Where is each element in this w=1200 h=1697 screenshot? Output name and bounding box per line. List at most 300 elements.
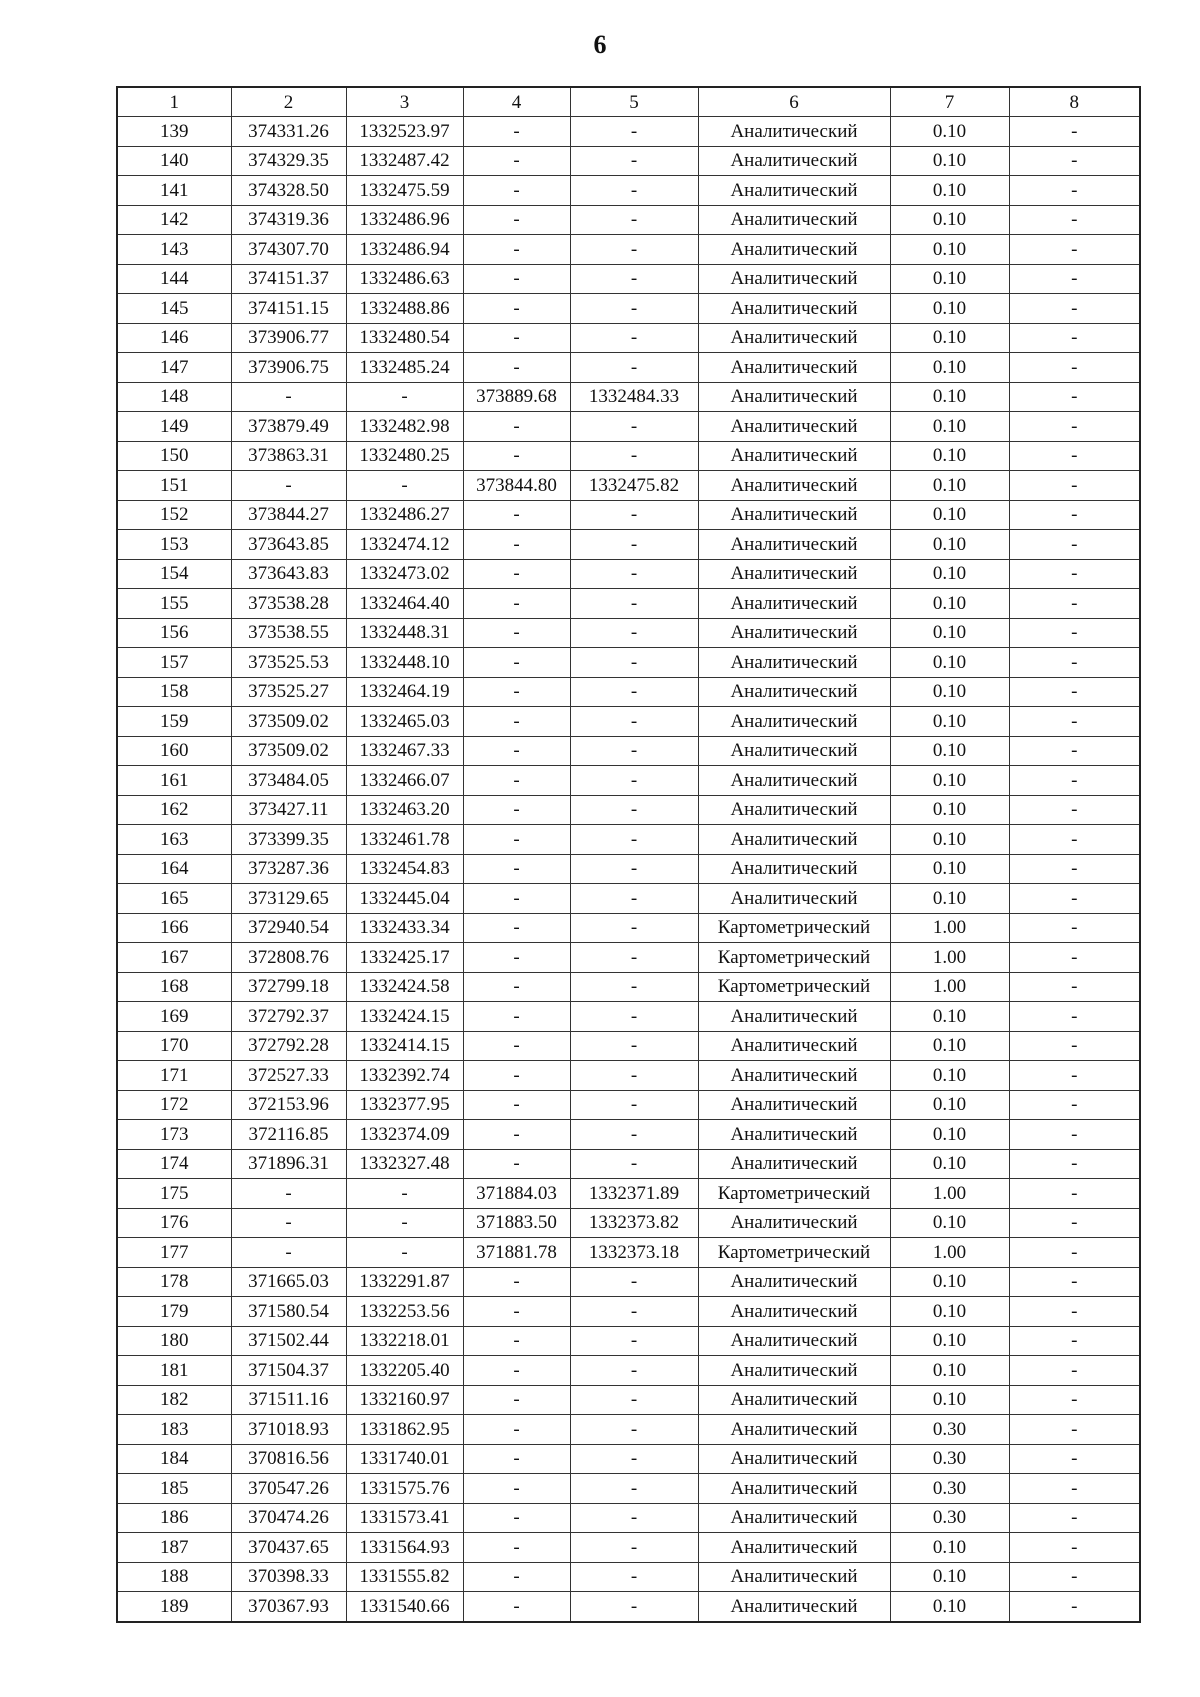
x-coordinate-cell: 373643.83 — [231, 559, 346, 589]
table-row — [117, 1533, 1140, 1563]
accuracy-cell: 0.10 — [890, 1061, 1009, 1091]
point-number-cell: 171 — [117, 1061, 231, 1091]
table-row — [117, 1238, 1140, 1268]
table-row — [117, 323, 1140, 353]
method-cell: Аналитический — [698, 1297, 890, 1327]
point-number-cell: 176 — [117, 1208, 231, 1238]
y-coordinate-alt-cell: - — [570, 176, 698, 206]
y-coordinate-alt-cell: - — [570, 559, 698, 589]
x-coordinate-alt-cell: - — [463, 1444, 570, 1474]
y-coordinate-alt-cell: - — [570, 736, 698, 766]
x-coordinate-alt-cell: - — [463, 1356, 570, 1386]
point-number-cell: 168 — [117, 972, 231, 1002]
accuracy-cell: 0.10 — [890, 1592, 1009, 1622]
point-number-cell: 161 — [117, 766, 231, 796]
method-cell: Аналитический — [698, 1267, 890, 1297]
note-cell: - — [1009, 795, 1140, 825]
method-cell: Аналитический — [698, 1149, 890, 1179]
note-cell: - — [1009, 1267, 1140, 1297]
method-cell: Аналитический — [698, 530, 890, 560]
method-cell: Аналитический — [698, 1533, 890, 1563]
method-cell: Аналитический — [698, 146, 890, 176]
note-cell: - — [1009, 884, 1140, 914]
x-coordinate-cell: 371665.03 — [231, 1267, 346, 1297]
y-coordinate-cell: 1332327.48 — [346, 1149, 463, 1179]
accuracy-cell: 0.10 — [890, 707, 1009, 737]
y-coordinate-alt-cell: - — [570, 913, 698, 943]
method-cell: Аналитический — [698, 589, 890, 619]
y-coordinate-cell: 1331862.95 — [346, 1415, 463, 1445]
x-coordinate-cell: 371018.93 — [231, 1415, 346, 1445]
y-coordinate-cell: 1332473.02 — [346, 559, 463, 589]
table-row — [117, 1031, 1140, 1061]
y-coordinate-cell: 1332291.87 — [346, 1267, 463, 1297]
accuracy-cell: 0.10 — [890, 500, 1009, 530]
note-cell: - — [1009, 1444, 1140, 1474]
point-number-cell: 139 — [117, 117, 231, 147]
x-coordinate-cell: 373129.65 — [231, 884, 346, 914]
point-number-cell: 169 — [117, 1002, 231, 1032]
accuracy-cell: 0.10 — [890, 1031, 1009, 1061]
accuracy-cell: 0.10 — [890, 382, 1009, 412]
point-number-cell: 182 — [117, 1385, 231, 1415]
method-cell: Аналитический — [698, 323, 890, 353]
method-cell: Картометрический — [698, 913, 890, 943]
x-coordinate-cell: 372940.54 — [231, 913, 346, 943]
note-cell: - — [1009, 294, 1140, 324]
y-coordinate-alt-cell: - — [570, 707, 698, 737]
method-cell: Аналитический — [698, 1326, 890, 1356]
method-cell: Аналитический — [698, 1562, 890, 1592]
note-cell: - — [1009, 500, 1140, 530]
table-row — [117, 766, 1140, 796]
note-cell: - — [1009, 1208, 1140, 1238]
x-coordinate-cell: 373844.27 — [231, 500, 346, 530]
x-coordinate-cell: 373538.55 — [231, 618, 346, 648]
x-coordinate-cell: 374307.70 — [231, 235, 346, 265]
x-coordinate-cell: 373863.31 — [231, 441, 346, 471]
x-coordinate-alt-cell: - — [463, 1149, 570, 1179]
y-coordinate-alt-cell: - — [570, 500, 698, 530]
method-cell: Аналитический — [698, 117, 890, 147]
y-coordinate-alt-cell: 1332371.89 — [570, 1179, 698, 1209]
method-cell: Аналитический — [698, 1356, 890, 1386]
x-coordinate-alt-cell: - — [463, 589, 570, 619]
y-coordinate-cell: 1332414.15 — [346, 1031, 463, 1061]
note-cell: - — [1009, 264, 1140, 294]
table-row — [117, 707, 1140, 737]
note-cell: - — [1009, 1238, 1140, 1268]
table-row — [117, 530, 1140, 560]
accuracy-cell: 0.10 — [890, 1120, 1009, 1150]
x-coordinate-alt-cell: 373844.80 — [463, 471, 570, 501]
accuracy-cell: 0.10 — [890, 353, 1009, 383]
x-coordinate-cell: - — [231, 1179, 346, 1209]
note-cell: - — [1009, 972, 1140, 1002]
column-header: 4 — [463, 87, 570, 117]
point-number-cell: 180 — [117, 1326, 231, 1356]
accuracy-cell: 0.10 — [890, 1385, 1009, 1415]
point-number-cell: 154 — [117, 559, 231, 589]
x-coordinate-alt-cell: - — [463, 235, 570, 265]
y-coordinate-alt-cell: - — [570, 412, 698, 442]
x-coordinate-alt-cell: - — [463, 1297, 570, 1327]
note-cell: - — [1009, 825, 1140, 855]
point-number-cell: 183 — [117, 1415, 231, 1445]
column-header: 7 — [890, 87, 1009, 117]
note-cell: - — [1009, 766, 1140, 796]
x-coordinate-alt-cell: - — [463, 353, 570, 383]
x-coordinate-alt-cell: - — [463, 1415, 570, 1445]
x-coordinate-alt-cell: - — [463, 825, 570, 855]
x-coordinate-alt-cell: - — [463, 854, 570, 884]
table-row — [117, 1592, 1140, 1622]
y-coordinate-alt-cell: - — [570, 854, 698, 884]
note-cell: - — [1009, 176, 1140, 206]
table-row — [117, 677, 1140, 707]
x-coordinate-alt-cell: - — [463, 618, 570, 648]
y-coordinate-alt-cell: - — [570, 766, 698, 796]
y-coordinate-alt-cell: - — [570, 1415, 698, 1445]
point-number-cell: 186 — [117, 1503, 231, 1533]
x-coordinate-alt-cell: - — [463, 1031, 570, 1061]
note-cell: - — [1009, 1356, 1140, 1386]
y-coordinate-cell: 1332218.01 — [346, 1326, 463, 1356]
point-number-cell: 173 — [117, 1120, 231, 1150]
x-coordinate-alt-cell: - — [463, 648, 570, 678]
note-cell: - — [1009, 1415, 1140, 1445]
accuracy-cell: 0.10 — [890, 1208, 1009, 1238]
table-row — [117, 1090, 1140, 1120]
table-row — [117, 943, 1140, 973]
point-number-cell: 170 — [117, 1031, 231, 1061]
x-coordinate-cell: 370367.93 — [231, 1592, 346, 1622]
y-coordinate-alt-cell: - — [570, 441, 698, 471]
note-cell: - — [1009, 1503, 1140, 1533]
y-coordinate-alt-cell: - — [570, 323, 698, 353]
accuracy-cell: 0.10 — [890, 825, 1009, 855]
y-coordinate-cell: 1331573.41 — [346, 1503, 463, 1533]
table-row — [117, 825, 1140, 855]
x-coordinate-alt-cell: 371881.78 — [463, 1238, 570, 1268]
method-cell: Аналитический — [698, 884, 890, 914]
x-coordinate-cell: 372792.28 — [231, 1031, 346, 1061]
method-cell: Аналитический — [698, 618, 890, 648]
x-coordinate-alt-cell: - — [463, 707, 570, 737]
table-row — [117, 146, 1140, 176]
x-coordinate-cell: 372153.96 — [231, 1090, 346, 1120]
point-number-cell: 144 — [117, 264, 231, 294]
note-cell: - — [1009, 1592, 1140, 1622]
x-coordinate-cell: 373906.75 — [231, 353, 346, 383]
accuracy-cell: 0.30 — [890, 1503, 1009, 1533]
y-coordinate-cell: 1332488.86 — [346, 294, 463, 324]
y-coordinate-cell: 1332480.25 — [346, 441, 463, 471]
y-coordinate-cell: 1332463.20 — [346, 795, 463, 825]
y-coordinate-alt-cell: - — [570, 1356, 698, 1386]
method-cell: Аналитический — [698, 1031, 890, 1061]
point-number-cell: 142 — [117, 205, 231, 235]
note-cell: - — [1009, 1474, 1140, 1504]
point-number-cell: 143 — [117, 235, 231, 265]
x-coordinate-alt-cell: 373889.68 — [463, 382, 570, 412]
note-cell: - — [1009, 117, 1140, 147]
x-coordinate-cell: 374151.37 — [231, 264, 346, 294]
x-coordinate-cell: - — [231, 471, 346, 501]
note-cell: - — [1009, 1002, 1140, 1032]
accuracy-cell: 0.10 — [890, 795, 1009, 825]
accuracy-cell: 0.10 — [890, 1533, 1009, 1563]
x-coordinate-alt-cell: - — [463, 1120, 570, 1150]
y-coordinate-cell: 1332392.74 — [346, 1061, 463, 1091]
method-cell: Аналитический — [698, 707, 890, 737]
table-row — [117, 884, 1140, 914]
y-coordinate-alt-cell: - — [570, 1562, 698, 1592]
note-cell: - — [1009, 913, 1140, 943]
point-number-cell: 189 — [117, 1592, 231, 1622]
x-coordinate-cell: 371502.44 — [231, 1326, 346, 1356]
table-row — [117, 176, 1140, 206]
method-cell: Аналитический — [698, 471, 890, 501]
table-row — [117, 1002, 1140, 1032]
accuracy-cell: 1.00 — [890, 1238, 1009, 1268]
point-number-cell: 185 — [117, 1474, 231, 1504]
y-coordinate-alt-cell: - — [570, 1385, 698, 1415]
method-cell: Картометрический — [698, 972, 890, 1002]
point-number-cell: 187 — [117, 1533, 231, 1563]
table-row — [117, 1267, 1140, 1297]
method-cell: Аналитический — [698, 1090, 890, 1120]
table-row — [117, 1503, 1140, 1533]
column-header: 5 — [570, 87, 698, 117]
x-coordinate-alt-cell: - — [463, 766, 570, 796]
x-coordinate-cell: 373643.85 — [231, 530, 346, 560]
column-header: 8 — [1009, 87, 1140, 117]
accuracy-cell: 0.10 — [890, 1297, 1009, 1327]
y-coordinate-alt-cell: - — [570, 1090, 698, 1120]
point-number-cell: 155 — [117, 589, 231, 619]
coordinates-table — [116, 86, 1141, 1623]
x-coordinate-alt-cell: - — [463, 146, 570, 176]
table-row — [117, 618, 1140, 648]
table-row — [117, 1120, 1140, 1150]
point-number-cell: 174 — [117, 1149, 231, 1179]
point-number-cell: 145 — [117, 294, 231, 324]
accuracy-cell: 0.10 — [890, 884, 1009, 914]
point-number-cell: 172 — [117, 1090, 231, 1120]
table-row — [117, 648, 1140, 678]
point-number-cell: 162 — [117, 795, 231, 825]
table-row — [117, 441, 1140, 471]
table-row — [117, 500, 1140, 530]
table-row — [117, 382, 1140, 412]
x-coordinate-cell: 374328.50 — [231, 176, 346, 206]
table-row — [117, 353, 1140, 383]
accuracy-cell: 1.00 — [890, 1179, 1009, 1209]
y-coordinate-alt-cell: - — [570, 1002, 698, 1032]
x-coordinate-alt-cell: - — [463, 1002, 570, 1032]
x-coordinate-alt-cell: - — [463, 1592, 570, 1622]
table-row — [117, 412, 1140, 442]
y-coordinate-alt-cell: - — [570, 1592, 698, 1622]
method-cell: Картометрический — [698, 1238, 890, 1268]
x-coordinate-alt-cell: 371884.03 — [463, 1179, 570, 1209]
x-coordinate-alt-cell: - — [463, 441, 570, 471]
method-cell: Аналитический — [698, 235, 890, 265]
point-number-cell: 148 — [117, 382, 231, 412]
point-number-cell: 167 — [117, 943, 231, 973]
column-header: 1 — [117, 87, 231, 117]
accuracy-cell: 0.10 — [890, 412, 1009, 442]
x-coordinate-alt-cell: - — [463, 205, 570, 235]
y-coordinate-alt-cell: - — [570, 677, 698, 707]
y-coordinate-cell: 1332448.31 — [346, 618, 463, 648]
note-cell: - — [1009, 677, 1140, 707]
note-cell: - — [1009, 707, 1140, 737]
table-row — [117, 1562, 1140, 1592]
method-cell: Аналитический — [698, 648, 890, 678]
y-coordinate-cell: 1332425.17 — [346, 943, 463, 973]
y-coordinate-cell: 1332377.95 — [346, 1090, 463, 1120]
point-number-cell: 175 — [117, 1179, 231, 1209]
y-coordinate-alt-cell: - — [570, 264, 698, 294]
method-cell: Аналитический — [698, 1474, 890, 1504]
y-coordinate-alt-cell: - — [570, 1149, 698, 1179]
accuracy-cell: 0.10 — [890, 736, 1009, 766]
x-coordinate-alt-cell: - — [463, 117, 570, 147]
method-cell: Аналитический — [698, 264, 890, 294]
x-coordinate-alt-cell: 371883.50 — [463, 1208, 570, 1238]
accuracy-cell: 0.10 — [890, 205, 1009, 235]
note-cell: - — [1009, 943, 1140, 973]
y-coordinate-cell: 1332374.09 — [346, 1120, 463, 1150]
accuracy-cell: 0.10 — [890, 1002, 1009, 1032]
y-coordinate-alt-cell: - — [570, 353, 698, 383]
note-cell: - — [1009, 1061, 1140, 1091]
note-cell: - — [1009, 382, 1140, 412]
x-coordinate-alt-cell: - — [463, 913, 570, 943]
method-cell: Аналитический — [698, 353, 890, 383]
y-coordinate-cell: 1332480.54 — [346, 323, 463, 353]
y-coordinate-alt-cell: 1332373.18 — [570, 1238, 698, 1268]
table-row — [117, 1444, 1140, 1474]
note-cell: - — [1009, 412, 1140, 442]
y-coordinate-cell: 1332465.03 — [346, 707, 463, 737]
point-number-cell: 177 — [117, 1238, 231, 1268]
x-coordinate-cell: 373906.77 — [231, 323, 346, 353]
point-number-cell: 152 — [117, 500, 231, 530]
method-cell: Аналитический — [698, 854, 890, 884]
y-coordinate-alt-cell: 1332475.82 — [570, 471, 698, 501]
method-cell: Аналитический — [698, 1208, 890, 1238]
point-number-cell: 147 — [117, 353, 231, 383]
y-coordinate-alt-cell: - — [570, 1031, 698, 1061]
y-coordinate-alt-cell: - — [570, 235, 698, 265]
note-cell: - — [1009, 854, 1140, 884]
x-coordinate-cell: - — [231, 1208, 346, 1238]
y-coordinate-cell: 1332523.97 — [346, 117, 463, 147]
method-cell: Аналитический — [698, 795, 890, 825]
y-coordinate-cell: 1332454.83 — [346, 854, 463, 884]
y-coordinate-cell: 1332486.27 — [346, 500, 463, 530]
x-coordinate-alt-cell: - — [463, 1061, 570, 1091]
x-coordinate-cell: 374329.35 — [231, 146, 346, 176]
method-cell: Аналитический — [698, 677, 890, 707]
note-cell: - — [1009, 1562, 1140, 1592]
y-coordinate-cell: 1332205.40 — [346, 1356, 463, 1386]
accuracy-cell: 0.10 — [890, 1562, 1009, 1592]
note-cell: - — [1009, 323, 1140, 353]
table-row — [117, 559, 1140, 589]
x-coordinate-cell: 373484.05 — [231, 766, 346, 796]
accuracy-cell: 0.10 — [890, 471, 1009, 501]
y-coordinate-cell: 1332467.33 — [346, 736, 463, 766]
y-coordinate-cell: - — [346, 1238, 463, 1268]
method-cell: Аналитический — [698, 1444, 890, 1474]
y-coordinate-cell: 1331575.76 — [346, 1474, 463, 1504]
accuracy-cell: 0.10 — [890, 1090, 1009, 1120]
method-cell: Картометрический — [698, 1179, 890, 1209]
x-coordinate-cell: 370816.56 — [231, 1444, 346, 1474]
point-number-cell: 156 — [117, 618, 231, 648]
y-coordinate-cell: 1332253.56 — [346, 1297, 463, 1327]
point-number-cell: 165 — [117, 884, 231, 914]
method-cell: Картометрический — [698, 943, 890, 973]
accuracy-cell: 0.10 — [890, 766, 1009, 796]
y-coordinate-alt-cell: - — [570, 795, 698, 825]
point-number-cell: 153 — [117, 530, 231, 560]
x-coordinate-cell: 374319.36 — [231, 205, 346, 235]
point-number-cell: 141 — [117, 176, 231, 206]
x-coordinate-cell: 371580.54 — [231, 1297, 346, 1327]
method-cell: Аналитический — [698, 441, 890, 471]
column-header: 2 — [231, 87, 346, 117]
table-row — [117, 1208, 1140, 1238]
method-cell: Аналитический — [698, 559, 890, 589]
accuracy-cell: 0.30 — [890, 1444, 1009, 1474]
y-coordinate-cell: - — [346, 1179, 463, 1209]
x-coordinate-alt-cell: - — [463, 884, 570, 914]
x-coordinate-alt-cell: - — [463, 264, 570, 294]
point-number-cell: 160 — [117, 736, 231, 766]
table-row — [117, 205, 1140, 235]
accuracy-cell: 0.10 — [890, 146, 1009, 176]
column-header: 3 — [346, 87, 463, 117]
accuracy-cell: 0.10 — [890, 589, 1009, 619]
note-cell: - — [1009, 559, 1140, 589]
y-coordinate-alt-cell: 1332484.33 — [570, 382, 698, 412]
x-coordinate-alt-cell: - — [463, 500, 570, 530]
y-coordinate-alt-cell: - — [570, 1533, 698, 1563]
point-number-cell: 178 — [117, 1267, 231, 1297]
accuracy-cell: 0.10 — [890, 1267, 1009, 1297]
point-number-cell: 140 — [117, 146, 231, 176]
accuracy-cell: 0.10 — [890, 530, 1009, 560]
table-row — [117, 1385, 1140, 1415]
point-number-cell: 151 — [117, 471, 231, 501]
x-coordinate-alt-cell: - — [463, 943, 570, 973]
note-cell: - — [1009, 1297, 1140, 1327]
method-cell: Аналитический — [698, 825, 890, 855]
y-coordinate-cell: - — [346, 1208, 463, 1238]
table-row — [117, 1415, 1140, 1445]
table-row — [117, 736, 1140, 766]
y-coordinate-cell: 1332433.34 — [346, 913, 463, 943]
x-coordinate-cell: 373509.02 — [231, 736, 346, 766]
table-row — [117, 1474, 1140, 1504]
x-coordinate-alt-cell: - — [463, 677, 570, 707]
x-coordinate-alt-cell: - — [463, 1267, 570, 1297]
